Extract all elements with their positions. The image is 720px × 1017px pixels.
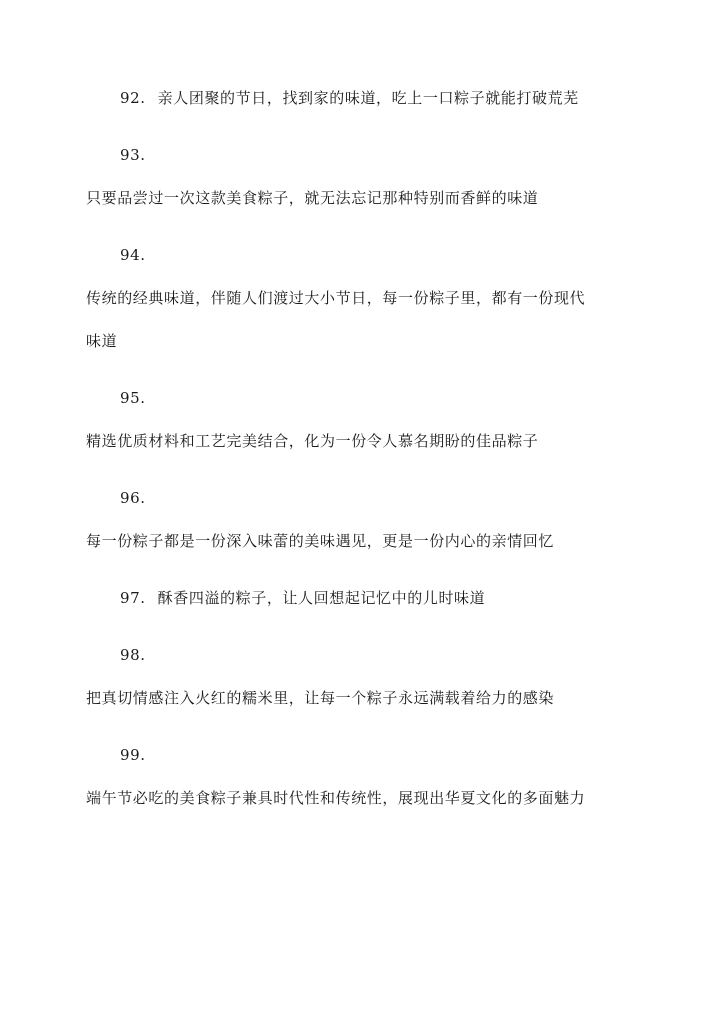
item-text-95: 精选优质材料和工艺完美结合，化为一份令人慕名期盼的佳品粽子 <box>86 432 539 450</box>
item-number-95: 95. <box>120 389 146 407</box>
item-text: 亲人团聚的节日，找到家的味道，吃上一口粽子就能打破荒芜 <box>157 89 579 107</box>
item-text-98: 把真切情感注入火红的糯米里，让每一个粽子永远满载着给力的感染 <box>86 689 555 707</box>
item-number-98: 98. <box>120 646 146 664</box>
item-97 <box>120 588 485 608</box>
item-number: 97. <box>120 589 146 607</box>
item-number-94: 94. <box>120 246 146 264</box>
item-text-94: 传统的经典味道，伴随人们渡过大小节日，每一份粽子里，都有一份现代 <box>86 289 586 307</box>
item-number-96: 96. <box>120 489 146 507</box>
item-92 <box>120 88 579 108</box>
item-text-94-cont: 味道 <box>86 332 118 350</box>
item-number: 92. <box>120 89 146 107</box>
item-text-99: 端午节必吃的美食粽子兼具时代性和传统性，展现出华夏文化的多面魅力 <box>86 789 586 807</box>
item-number-93: 93. <box>120 146 146 164</box>
item-text-96: 每一份粽子都是一份深入味蕾的美味遇见，更是一份内心的亲情回忆 <box>86 532 555 550</box>
item-number-99: 99. <box>120 746 146 764</box>
item-text-93: 只要品尝过一次这款美食粽子，就无法忘记那种特别而香鲜的味道 <box>86 189 539 207</box>
item-text: 酥香四溢的粽子，让人回想起记忆中的儿时味道 <box>157 589 486 607</box>
